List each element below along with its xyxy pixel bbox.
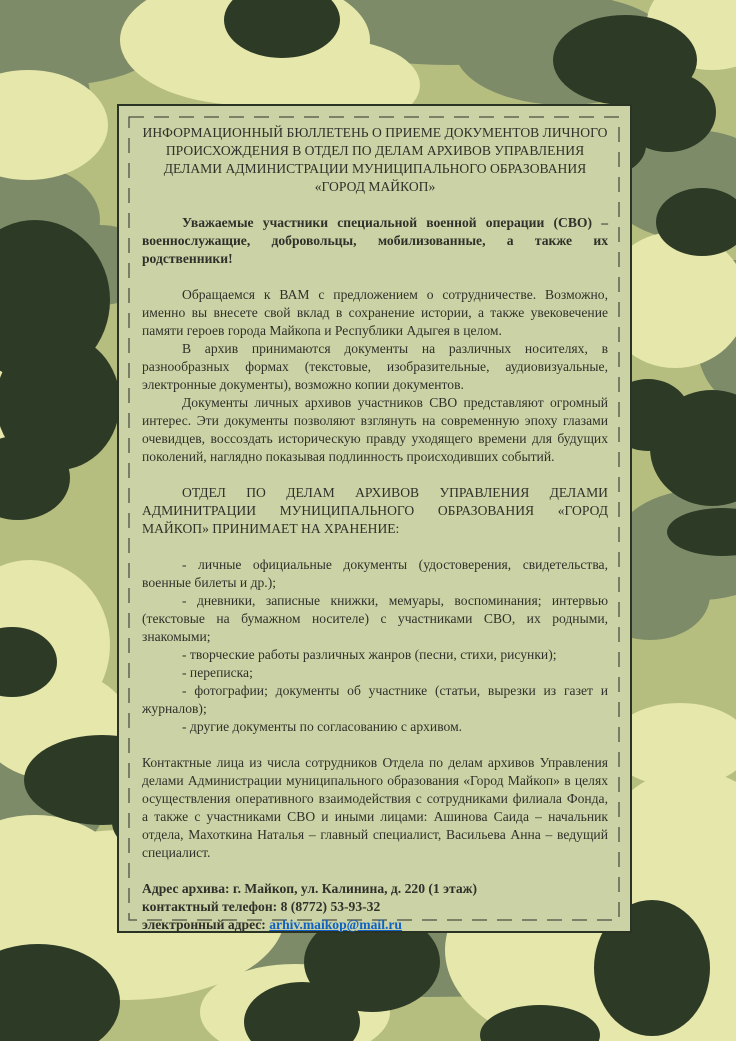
section-heading-accepts: ОТДЕЛ ПО ДЕЛАМ АРХИВОВ УПРАВЛЕНИЯ ДЕЛАМИ АДМИНИТРАЦИИ МУНИЦИПАЛЬНОГО ОБРАЗОВАНИЯ «ГОРОД МАЙКОП» ПРИНИМАЕТ НА ХРАНЕНИЕ: [142, 485, 608, 536]
contact-details-block [142, 880, 608, 934]
bulletin-content [119, 106, 630, 931]
list-item-correspondence: - переписка; [182, 665, 253, 680]
intro-appeal: Уважаемые участники специальной военной операции (СВО) – военнослужащие, добровольцы, мобилизованные, а также их родственники! [142, 215, 608, 266]
list-item-other-documents: - другие документы по согласованию с архивом. [182, 719, 463, 734]
archive-address: Адрес архива: г. Майкоп, ул. Калинина, д. 220 (1 этаж) [142, 881, 478, 896]
bulletin-title: ИНФОРМАЦИОННЫЙ БЮЛЛЕТЕНЬ О ПРИЕМЕ ДОКУМЕНТОВ ЛИЧНОГО ПРОИСХОЖДЕНИЯ В ОТДЕЛ ПО ДЕЛАМ АРХИВОВ УПРАВЛЕНИЯ ДЕЛАМИ АДМИНИСТРАЦИИ МУНИЦИПАЛЬНОГО ОБРАЗОВАНИЯ «ГОРОД МАЙКОП» [142, 125, 608, 194]
list-item-official-documents: - личные официальные документы (удостоверения, свидетельства, военные билеты и др.); [142, 557, 608, 590]
email-link[interactable]: arhiv.maikop@mail.ru [269, 917, 402, 932]
email-label: электронный адрес: [142, 917, 270, 932]
paragraph-archives-value: Документы личных архивов участников СВО представляют огромный интерес. Эти документы позволяют взглянуть на современную эпоху глазами очевидцев, воссоздать историческую правду уходящего времени для будущих поколений, наглядно показывая подлинность происходивших событий. [142, 395, 608, 464]
contacts-paragraph: Контактные лица из числа сотрудников Отдела по делам архивов Управления делами Администрации муниципального образования «Город Майкоп» в целях осуществления оперативного взаимодействия с сотрудниками филиала Фонда, а также с участниками СВО и иными лицами: Ашинова Саида – начальник отдела, Махоткина Наталья – главный специалист, Васильева Анна – ведущий специалист. [142, 755, 608, 860]
contact-phone: контактный телефон: 8 (8772) 53-93-32 [142, 899, 381, 914]
list-item-diaries: - дневники, записные книжки, мемуары, воспоминания; интервью (текстовые на бумажном носителе) с участниками СВО, их родными, знакомыми; [142, 593, 608, 644]
email-line [142, 916, 608, 934]
paragraph-media-types: В архив принимаются документы на различных носителях, в разнообразных формах (текстовые, изобразительные, аудиовизуальные, электронные документы), возможно копии документов. [142, 341, 608, 392]
bulletin-box [117, 104, 632, 933]
paragraph-cooperation: Обращаемся к ВАМ с предложением о сотрудничестве. Возможно, именно вы внесете свой вклад в сохранение истории, а также увековечение памяти героев города Майкопа и Республики Адыгея в целом. [142, 287, 608, 338]
list-item-photographs: - фотографии; документы об участнике (статьи, вырезки из газет и журналов); [142, 683, 608, 716]
list-item-creative-works: - творческие работы различных жанров (песни, стихи, рисунки); [182, 647, 557, 662]
